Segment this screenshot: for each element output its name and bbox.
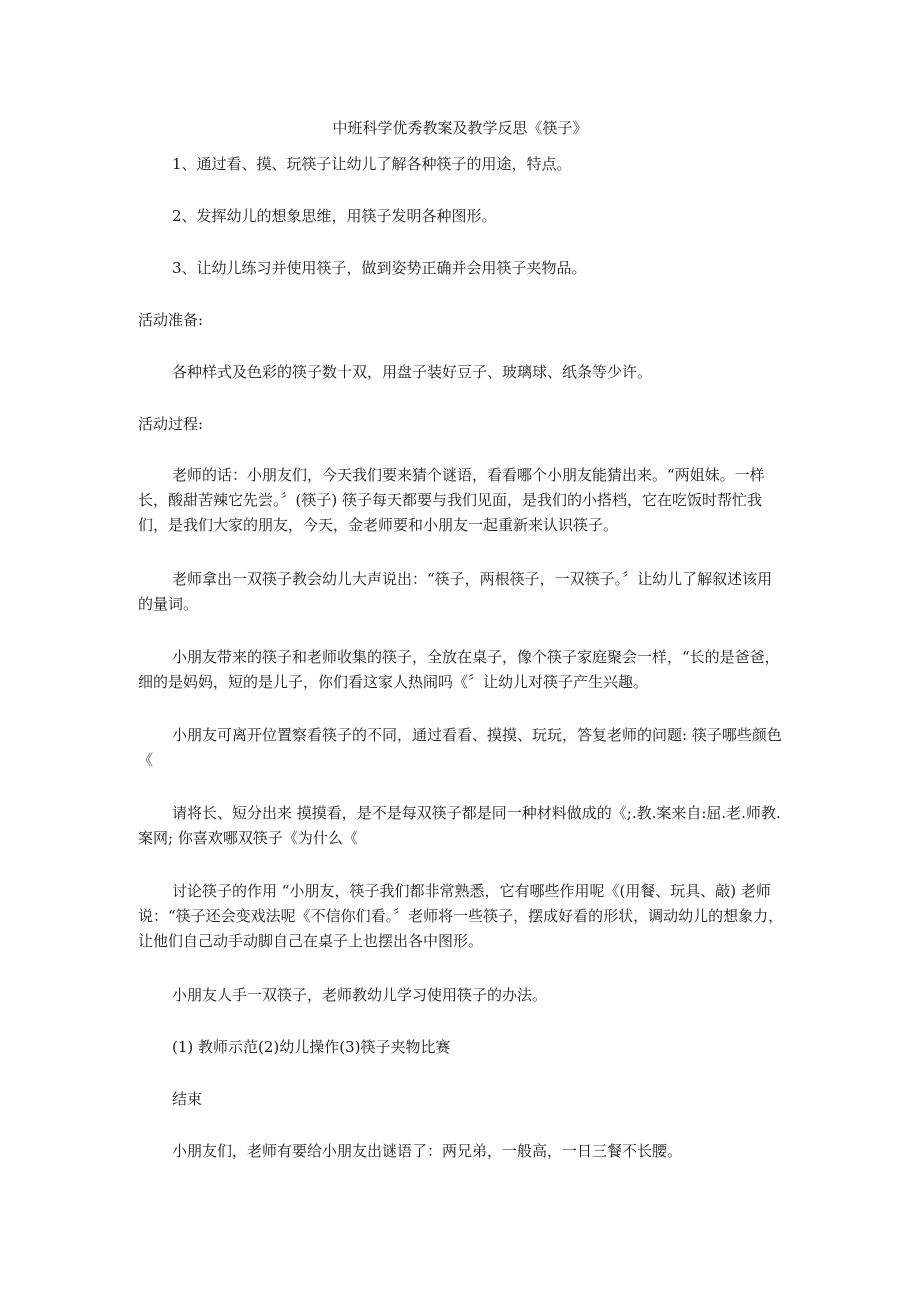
process-paragraph-practice: 小朋友人手一双筷子，老师教幼儿学习使用筷子的办法。 [172,986,548,1004]
ending-riddle: 小朋友们，老师有要给小朋友出谜语了：两兄弟，一般高，一日三餐不长腰。 [172,1142,683,1160]
section-heading-process: 活动过程: [138,415,204,433]
process-paragraph-family: 小朋友带来的筷子和老师收集的筷子，全放在桌子，像个筷子家庭聚会一样，“长的是爸爸，细的是妈妈，短的是儿子，你们看这家人热闹吗《〞让幼儿对筷子产生兴趣。 [138,648,780,691]
objective-1: 1、通过看、摸、玩筷子让幼儿了解各种筷子的用途，特点。 [172,155,572,173]
process-paragraph-materials: 请将长、短分出来 摸摸看，是不是每双筷子都是同一种材料做成的《;.教.案来自:屈.老.师教.案网; 你喜欢哪双筷子《为什么《 [138,804,781,847]
section-heading-preparation: 活动准备: [138,311,204,329]
objective-3: 3、让幼儿练习并使用筷子，做到姿势正确并会用筷子夹物品。 [172,259,587,277]
process-steps: (1) 教师示范(2)幼儿操作(3)筷子夹物比赛 [172,1038,451,1056]
process-paragraph-riddle: 老师的话：小朋友们，今天我们要来猜个谜语，看看哪个小朋友能猜出来。“两姐妹。一样长，酸甜苦辣它先尝。〞(筷子) 筷子每天都要与我们见面，是我们的小搭档，它在吃饭时帮忙我们，是我们大家的朋友，今天，金老师要和小朋友一起重新来认识筷子。 [138,466,765,534]
preparation-text: 各种样式及色彩的筷子数十双，用盘子装好豆子、玻璃球、纸条等少许。 [172,363,653,381]
process-paragraph-observe: 小朋友可离开位置察看筷子的不同，通过看看、摸摸、玩玩，答复老师的问题: 筷子哪些颜色《 [138,726,782,769]
process-paragraph-discussion: 讨论筷子的作用 “小朋友，筷子我们都非常熟悉，它有哪些作用呢《(用餐、玩具、敲) 老师说：“筷子还会变戏法呢《不信你们看。〞老师将一些筷子，摆成好看的形状，调动幼儿的想象力，让他们自己动手动脚自己在桌子上也摆出各中图形。 [138,882,784,950]
document-title: 中班科学优秀教案及教学反思《筷子》 [332,119,588,137]
section-heading-end: 结束 [172,1090,203,1108]
objective-2: 2、发挥幼儿的想象思维，用筷子发明各种图形。 [172,207,497,225]
process-paragraph-measure-words: 老师拿出一双筷子教会幼儿大声说出：“筷子，两根筷子，一双筷子。〞让幼儿了解叙述该用的量词。 [138,570,773,613]
